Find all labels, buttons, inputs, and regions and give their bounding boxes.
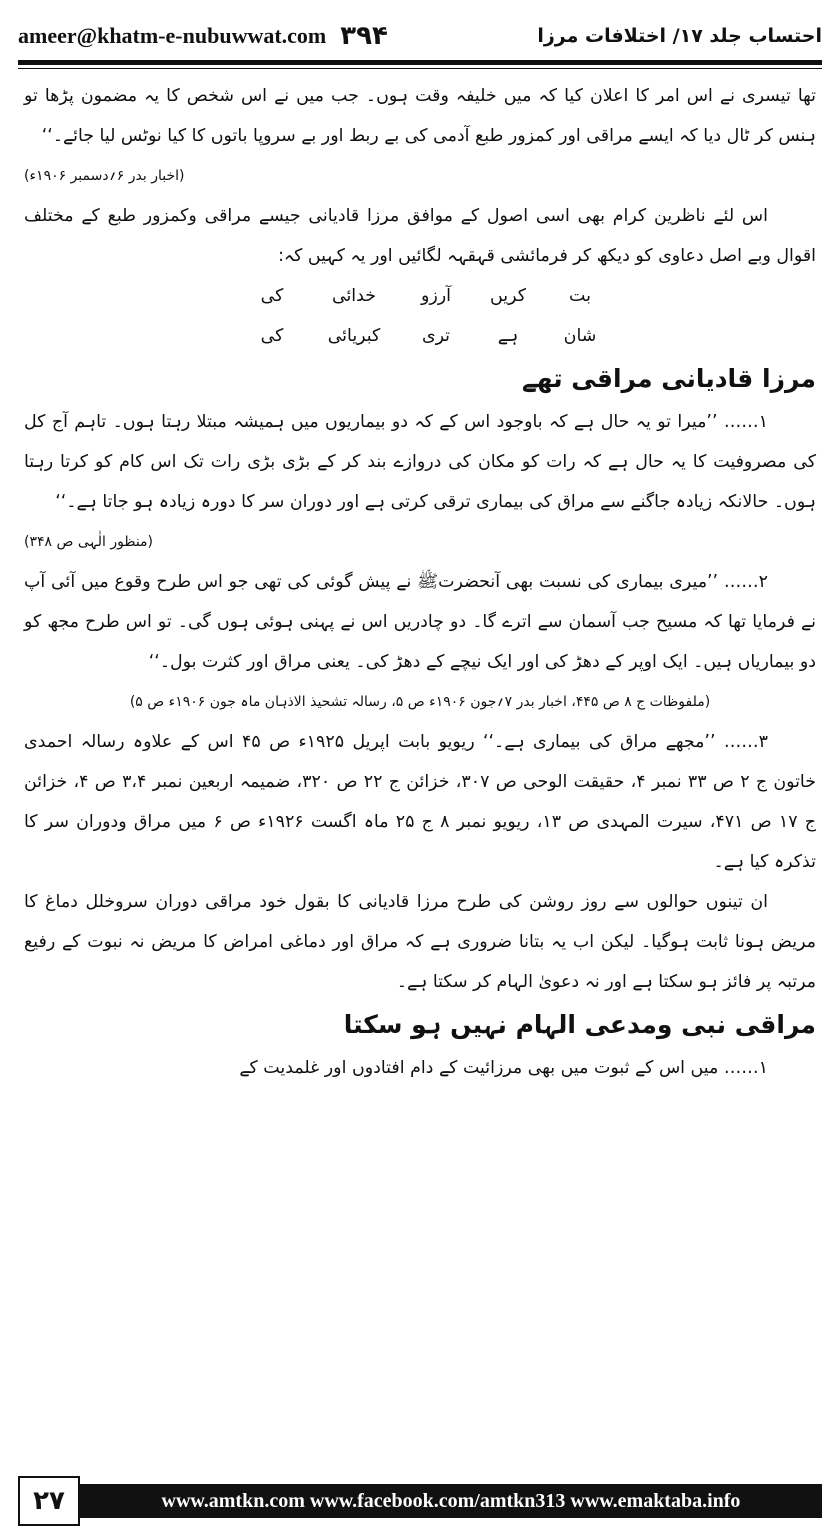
reference-1: (اخبار بدر ۶؍دسمبر ۱۹۰۶ء) [24, 168, 185, 184]
verse-word: کی [260, 326, 284, 346]
verse-word: خدائی [331, 286, 377, 306]
verse-word: بت [569, 286, 591, 306]
quote-4: ۱…… میں اس کے ثبوت میں بھی مرزائیت کے دام افتادوں اور غلمدیت کے [239, 1058, 768, 1078]
verse-word: کی [260, 286, 284, 306]
verse-word: آرزو [420, 286, 452, 306]
footer-website-links: www.amtkn.com www.facebook.com/amtkn313 www.emaktaba.info [80, 1484, 822, 1518]
paragraph-1: تھا تیسری نے اس امر کا اعلان کیا کہ میں خلیفہ وقت ہوں۔ جب میں نے اس شخص کا یہ مضمون پڑھا تو ہنس کر ٹال دیا کہ ایسے مراقی اور کمزور طبع آدمی کی بے ربط اور بے سروپا باتوں کا کیا نوٹس لیا جائے۔‘‘ [24, 86, 816, 146]
quote-2: ۲…… ’’میری بیماری کی نسبت بھی آنحضرتﷺ نے پیش گوئی کی تھی جو اس طرح وقوع میں آئی آپ نے فرمایا تھا کہ مسیح جب آسمان سے اترے گا۔ دو چادریں اس نے پہنی ہوئی ہوں گی۔ تو اس طرح مجھ کو دو بیماریاں ہیں۔ ایک اوپر کے دھڑ کی اور ایک نیچے کے دھڑ کی۔ یعنی مراق اور کثرت بول۔‘‘ [24, 572, 816, 672]
paragraph-2: اس لئے ناظرین کرام بھی اسی اصول کے موافق مرزا قادیانی جیسے مراقی وکمزور طبع کے مختلف اقوال وبے اصل دعاوی کو دیکھ کر فرمائشی قہقہہ لگائیں اور یہ کہیں کہ: [24, 206, 816, 266]
verse-line-2 [24, 316, 816, 356]
page-footer [18, 1478, 822, 1524]
quote-3: ۳…… ’’مجھے مراق کی بیماری ہے۔‘‘ ریویو بابت اپریل ۱۹۲۵ء ص ۴۵ اس کے علاوہ رسالہ احمدی خاتون ج ۲ ص ۳۳ نمبر ۴، حقیقت الوحی ص ۳۰۷، خزائن ج ۲۲ ص ۳۲۰، ضمیمہ اربعین نمبر ۳،۴ ص ۴، خزائن ج ۱۷ ص ۴۷۱، سیرت المہدی ص ۱۳، ریویو نمبر ۸ ج ۲۵ ماہ اگست ۱۹۲۶ء ص ۶ میں مراق ودوران سر کا تذکرہ کیا ہے۔ [24, 732, 816, 872]
paragraph-3: ان تینوں حوالوں سے روز روشن کی طرح مرزا قادیانی کا بقول خود مراقی دوران سروخلل دماغ کا مریض ہونا ثابت ہوگیا۔ لیکن اب یہ بتانا ضروری ہے کہ مراق اور دماغی امراض کا مریض نہ نبوت کے رفیع مرتبہ پر فائز ہو سکتا ہے اور نہ دعویٰ الہام کر سکتا ہے۔ [24, 892, 816, 992]
header-rule-thin [18, 68, 822, 69]
header-email: ameer@khatm-e-nubuwwat.com [18, 23, 327, 48]
footer-folio-number: ۲۷ [18, 1476, 80, 1526]
verse-word: کبریائی [327, 326, 381, 346]
section-heading-1: مرزا قادیانی مراقی تھے [522, 364, 816, 393]
verse-word: ہے [497, 326, 519, 346]
reference-2: (منظور الٰہی ص ۳۴۸) [24, 534, 153, 550]
header-page-number: ۳۹۴ [340, 21, 388, 51]
page-header [18, 14, 822, 58]
header-left [18, 21, 388, 51]
header-book-title: احتساب جلد ۱۷/ اختلافات مرزا [537, 25, 822, 47]
verse-line-1 [24, 276, 816, 316]
reference-3: (ملفوظات ج ۸ ص ۴۴۵، اخبار بدر ۷؍جون ۱۹۰۶ء ص ۵، رسالہ تشحیذ الاذہان ماہ جون ۱۹۰۶ء ص ۵) [129, 694, 711, 710]
section-heading-2: مراقی نبی ومدعی الہام نہیں ہو سکتا [343, 1010, 816, 1039]
quote-1: ۱…… ’’میرا تو یہ حال ہے کہ باوجود اس کے کہ دو بیماریوں میں ہمیشہ مبتلا رہتا ہوں۔ تاہم آج کل کی مصروفیت کا یہ حال ہے کہ رات کو مکان کی دروازے بند کر کے بڑی بڑی رات تک اس کام کو کرتا رہتا ہوں۔ حالانکہ زیادہ جاگنے سے مراق کی بیماری ترقی کرتی ہے اور دوران سر کا دورہ زیادہ ہو جاتا ہے۔‘‘ [24, 412, 816, 512]
verse-word: تری [421, 326, 451, 346]
page-content [24, 76, 816, 1456]
verse-word: کریں [490, 286, 526, 306]
header-rule-thick [18, 60, 822, 65]
verse-word: شان [563, 326, 597, 346]
